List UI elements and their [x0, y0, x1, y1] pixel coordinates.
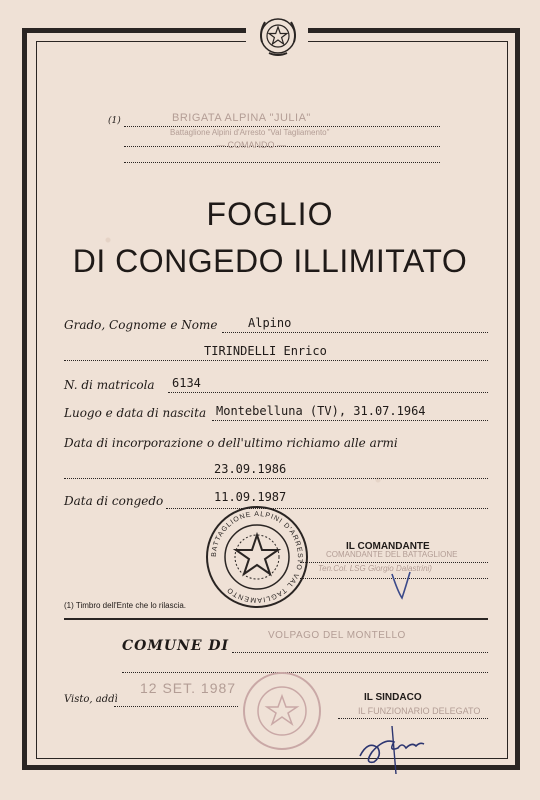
section-divider: [64, 618, 488, 620]
seal-text: BATTAGLIONE ALPINI D'ARRESTO VAL TAGLIAMENTO: [210, 510, 304, 604]
matricola-dotted-line: [168, 392, 488, 393]
visto-dotted-line: [114, 706, 238, 707]
title-line-1: FOGLIO: [206, 196, 334, 232]
municipal-seal: [232, 668, 332, 754]
note-marker: (1): [108, 116, 121, 126]
visto-date-stamp: 12 SET. 1987: [140, 680, 237, 696]
header-dotted-line-3: [124, 162, 440, 163]
grado-dotted-line: [222, 332, 488, 333]
grado-label: Grado, Cognome e Nome: [64, 318, 218, 332]
congedo-label: Data di congedo: [64, 494, 164, 508]
visto-label: Visto, addì: [64, 694, 118, 705]
matricola-label: N. di matricola: [64, 378, 155, 392]
incorporazione-label: Data di incorporazione o dell'ultimo richiamo alle armi: [64, 436, 398, 450]
grado-value: Alpino: [248, 316, 292, 330]
nascita-dotted-line: [212, 420, 488, 421]
stamp-battalion: Battaglione Alpini d'Arresto "Val Tagliamento": [170, 128, 330, 137]
commandant-stamp-2: Ten.Col. LSG Giorgio Dalastrini): [318, 564, 432, 573]
header-dotted-line-1: [124, 126, 440, 127]
republic-emblem-icon: [255, 12, 301, 58]
mayor-signature-icon: [354, 712, 444, 776]
commandant-title: IL COMANDANTE: [346, 541, 430, 552]
comune-dotted-line: [232, 652, 488, 653]
battalion-seal: [202, 502, 312, 612]
incorporazione-value: 23.09.1986: [214, 462, 287, 476]
sindaco-title: IL SINDACO: [364, 692, 422, 703]
title-line-2: DI CONGEDO ILLIMITATO: [72, 243, 468, 279]
nascita-label: Luogo e data di nascita: [64, 406, 207, 420]
delegato-stamp: IL FUNZIONARIO DELEGATO: [358, 706, 481, 716]
comune-label: COMUNE DI: [122, 638, 230, 654]
nascita-value: Montebelluna (TV), 31.07.1964: [216, 404, 426, 418]
stamp-brigade: BRIGATA ALPINA "JULIA": [172, 112, 311, 124]
commandant-dotted-line-1: [300, 562, 488, 563]
commandant-stamp-1: COMANDANTE DEL BATTAGLIONE: [326, 550, 458, 559]
name-dotted-line: [64, 360, 488, 361]
incorporazione-dotted-line: [64, 478, 488, 479]
stamp-comando: — COMANDO —: [216, 140, 287, 150]
matricola-value: 6134: [172, 376, 201, 390]
name-value: TIRINDELLI Enrico: [204, 344, 327, 358]
congedo-value: 11.09.1987: [214, 490, 287, 504]
footnote: (1) Timbro dell'Ente che lo rilascia.: [64, 601, 187, 610]
comune-value: VOLPAGO DEL MONTELLO: [268, 630, 406, 641]
commandant-signature-icon: [388, 568, 414, 602]
